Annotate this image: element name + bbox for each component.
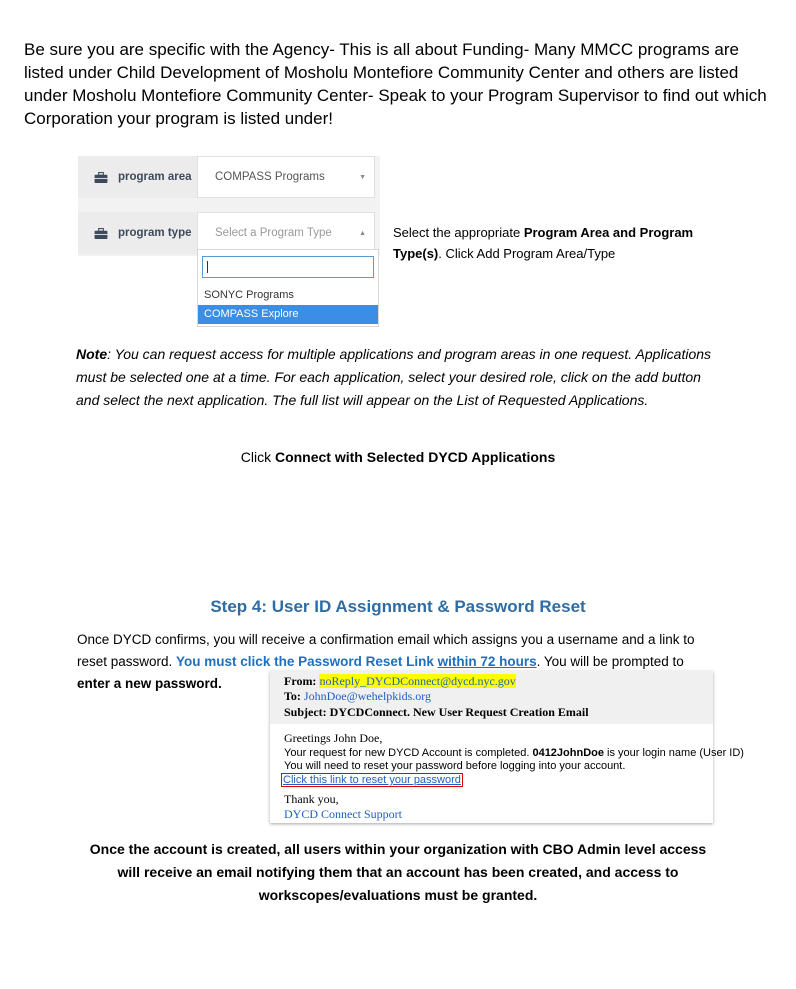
program-type-dropdown: [197, 249, 379, 327]
briefcase-icon: [94, 172, 108, 183]
caret-up-icon: ▲: [359, 229, 366, 237]
note-label: Note: [76, 346, 108, 362]
email-thanks: Thank you,: [284, 792, 339, 806]
email-from: From: noReply_DYCDConnect@dycd.nyc.gov: [284, 674, 516, 688]
dropdown-search-input[interactable]: [202, 256, 374, 278]
program-type-label: program type: [118, 227, 192, 239]
email-greeting: Greetings John Doe,: [284, 731, 383, 745]
email-subject: Subject: DYCDConnect. New User Request Creation Email: [284, 705, 589, 719]
connect-instruction: Click Connect with Selected DYCD Applications: [240, 449, 556, 465]
program-type-label-cell: [78, 212, 197, 254]
briefcase-icon: [94, 228, 108, 239]
program-area-select[interactable]: [197, 156, 375, 198]
caret-down-icon: ▼: [359, 173, 366, 181]
intro-paragraph: Be sure you are specific with the Agency- This is all about Funding- Many MMCC programs are listed under Child Development of Mosholu Montefiore Community Center and others are listed under Mosholu Montefiore Community Center- Speak to your Program Supervisor to find out which Corporation your program is listed under!: [24, 40, 767, 128]
option-compass-explore[interactable]: COMPASS Explore: [198, 305, 378, 324]
program-area-label: program area: [118, 171, 192, 183]
program-type-select[interactable]: [197, 212, 375, 254]
final-paragraph: Once the account is created, all users within your organization with CBO Admin level access will receive an email notifying them that an account has been created, and access to workscopes/evaluations must be granted.: [89, 841, 707, 903]
side-instruction: Select the appropriate Program Area and Program Type(s). Click Add Program Area/Type: [393, 225, 694, 261]
step4-paragraph: Once DYCD confirms, you will receive a confirmation email which assigns you a username and a link to reset password. You must click the Password Reset Link within 72 hours. You will be prompted to enter a new password.: [77, 632, 695, 691]
program-area-value: COMPASS Programs: [215, 171, 325, 183]
option-sonyc-programs[interactable]: SONYC Programs: [204, 289, 294, 301]
email-to: To: JohnDoe@wehelpkids.org: [284, 689, 432, 703]
program-form-screenshot: [78, 156, 380, 256]
email-body-line2: You will need to reset your password before logging into your account.: [284, 760, 626, 772]
step4-heading: Step 4: User ID Assignment & Password Reset: [210, 597, 586, 616]
email-signature: DYCD Connect Support: [284, 807, 402, 821]
program-area-row: [78, 156, 380, 198]
note-paragraph: Note: You can request access for multiple applications and program areas in one request. Applications must be selected one at a time. For each application, select your desired role, click on the add button and select the next application. The full list will appear on the List of Requested Applications.: [76, 346, 712, 408]
program-type-placeholder: Select a Program Type: [215, 227, 332, 239]
program-type-row: [78, 212, 380, 254]
email-screenshot: [270, 671, 744, 823]
reset-password-link[interactable]: Click this link to reset your password: [283, 774, 461, 786]
program-area-label-cell: [78, 156, 197, 198]
email-body-line1: Your request for new DYCD Account is completed. 0412JohnDoe is your login name (User ID): [284, 747, 744, 759]
